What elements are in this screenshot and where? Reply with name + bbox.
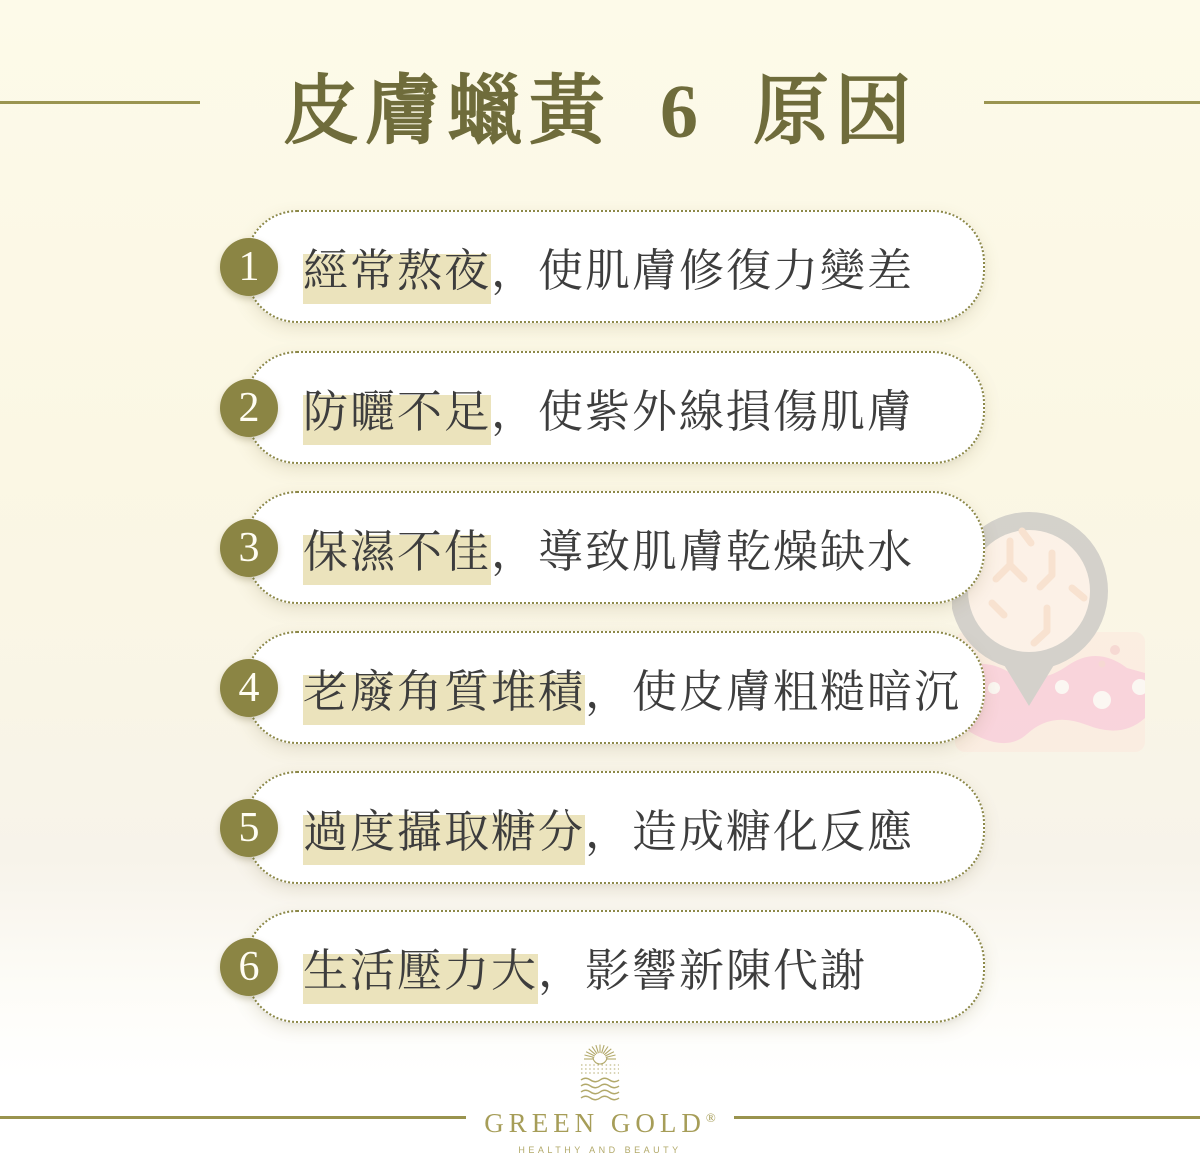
reason-text <box>303 934 867 999</box>
highlight-text: 過度攝取糖分 <box>303 807 585 865</box>
tagline-row <box>0 1140 1200 1158</box>
highlight-text: 老廢角質堆積 <box>303 667 585 725</box>
number-badge: 3 <box>220 519 278 577</box>
highlight-text: 保濕不佳 <box>303 527 491 585</box>
reason-card-5 <box>238 771 985 884</box>
brand-tagline: HEALTHY AND BEAUTY <box>510 1145 689 1155</box>
highlight-text: 生活壓力大 <box>303 946 538 1004</box>
rest-text: ，使紫外線損傷肌膚 <box>491 387 915 437</box>
brand-text: GREEN GOLD <box>484 1108 706 1138</box>
reason-card-3 <box>238 491 985 604</box>
rest-text: ，造成糖化反應 <box>585 807 915 857</box>
reason-text <box>303 795 914 860</box>
number-badge: 5 <box>220 799 278 857</box>
rest-text: ，使皮膚粗糙暗沉 <box>585 667 962 717</box>
reason-card-6 <box>238 910 985 1023</box>
reason-text <box>303 515 914 580</box>
brand-name <box>466 1108 734 1139</box>
highlight-text: 防曬不足 <box>303 387 491 445</box>
number-badge: 4 <box>220 659 278 717</box>
number-badge: 2 <box>220 379 278 437</box>
reason-card-4 <box>238 631 985 744</box>
page-title: 皮膚蠟黃 6 原因 <box>283 70 917 154</box>
rest-text: ，導致肌膚乾燥缺水 <box>491 527 915 577</box>
brand-row <box>0 1108 1200 1139</box>
rest-text: ，使肌膚修復力變差 <box>491 246 915 296</box>
reason-text <box>303 655 961 720</box>
rest-text: ，影響新陳代謝 <box>538 946 868 996</box>
green-gold-logo <box>0 1042 1200 1158</box>
sun-over-waves-icon <box>573 1042 627 1102</box>
reason-card-1 <box>238 210 985 323</box>
reason-card-2 <box>238 351 985 464</box>
reason-text <box>303 375 914 440</box>
number-badge: 1 <box>220 238 278 296</box>
number-badge: 6 <box>220 938 278 996</box>
highlight-text: 經常熬夜 <box>303 246 491 304</box>
registered-mark: ® <box>705 1110 716 1125</box>
reason-text <box>303 234 914 299</box>
